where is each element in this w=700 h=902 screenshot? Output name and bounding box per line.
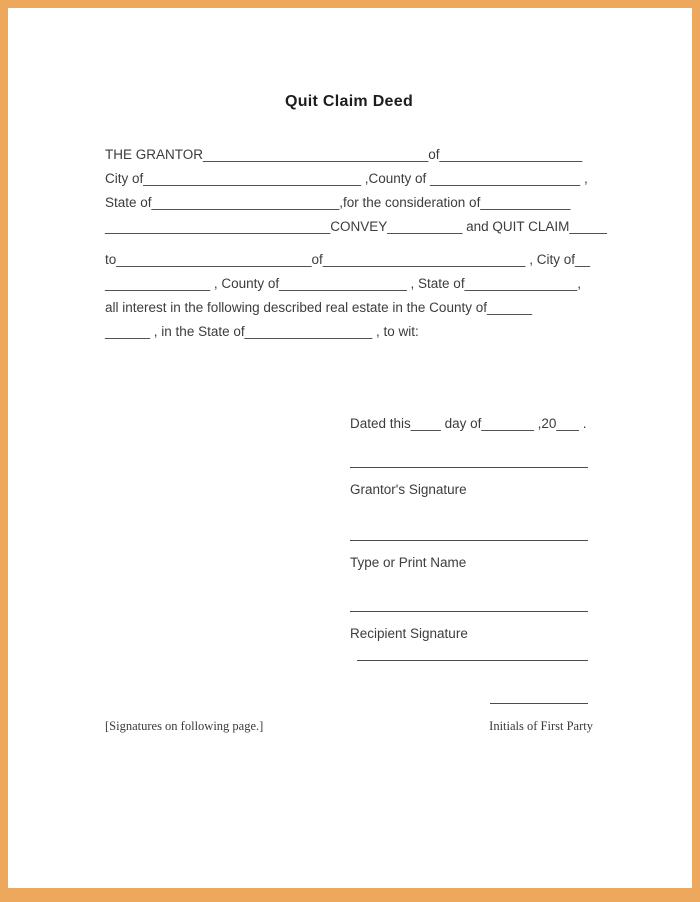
recipient-signature-label: Recipient Signature (350, 626, 468, 641)
extra-signature-line (357, 660, 588, 661)
form-line-grantee: to__________________________of___________________________ , City of__ (105, 252, 590, 267)
grantee-clause (105, 248, 593, 344)
form-line-to-wit: ______ , in the State of_________________ , to wit: (105, 324, 419, 339)
dated-line: Dated this____ day of_______ ,20___ . (350, 416, 587, 431)
form-line-convey: ______________________________CONVEY__________ and QUIT CLAIM_____ (105, 219, 607, 234)
initials-label: Initials of First Party (489, 719, 593, 733)
form-line-grantee-county: ______________ , County of_________________ , State of_______________, (105, 276, 581, 291)
form-line-grantor-city: City of_____________________________ ,County of ____________________ , (105, 171, 588, 186)
form-line-grantor-state: State of_________________________,for the consideration of____________ (105, 195, 571, 210)
initials-line (490, 703, 588, 704)
form-line-real-estate: all interest in the following described real estate in the County of______ (105, 300, 533, 315)
grantor-clause (105, 143, 607, 239)
grantor-signature-line (350, 467, 588, 468)
print-name-label: Type or Print Name (350, 555, 467, 570)
document-title: Quit Claim Deed (284, 93, 414, 110)
footer (105, 718, 593, 734)
deed-document (8, 8, 692, 888)
form-line-grantor: THE GRANTOR______________________________of___________________ (105, 147, 583, 162)
print-name-line (350, 540, 588, 541)
signatures-following-note: [Signatures on following page.] (105, 719, 264, 733)
recipient-signature-line (350, 611, 588, 612)
grantor-signature-label: Grantor's Signature (350, 482, 467, 497)
